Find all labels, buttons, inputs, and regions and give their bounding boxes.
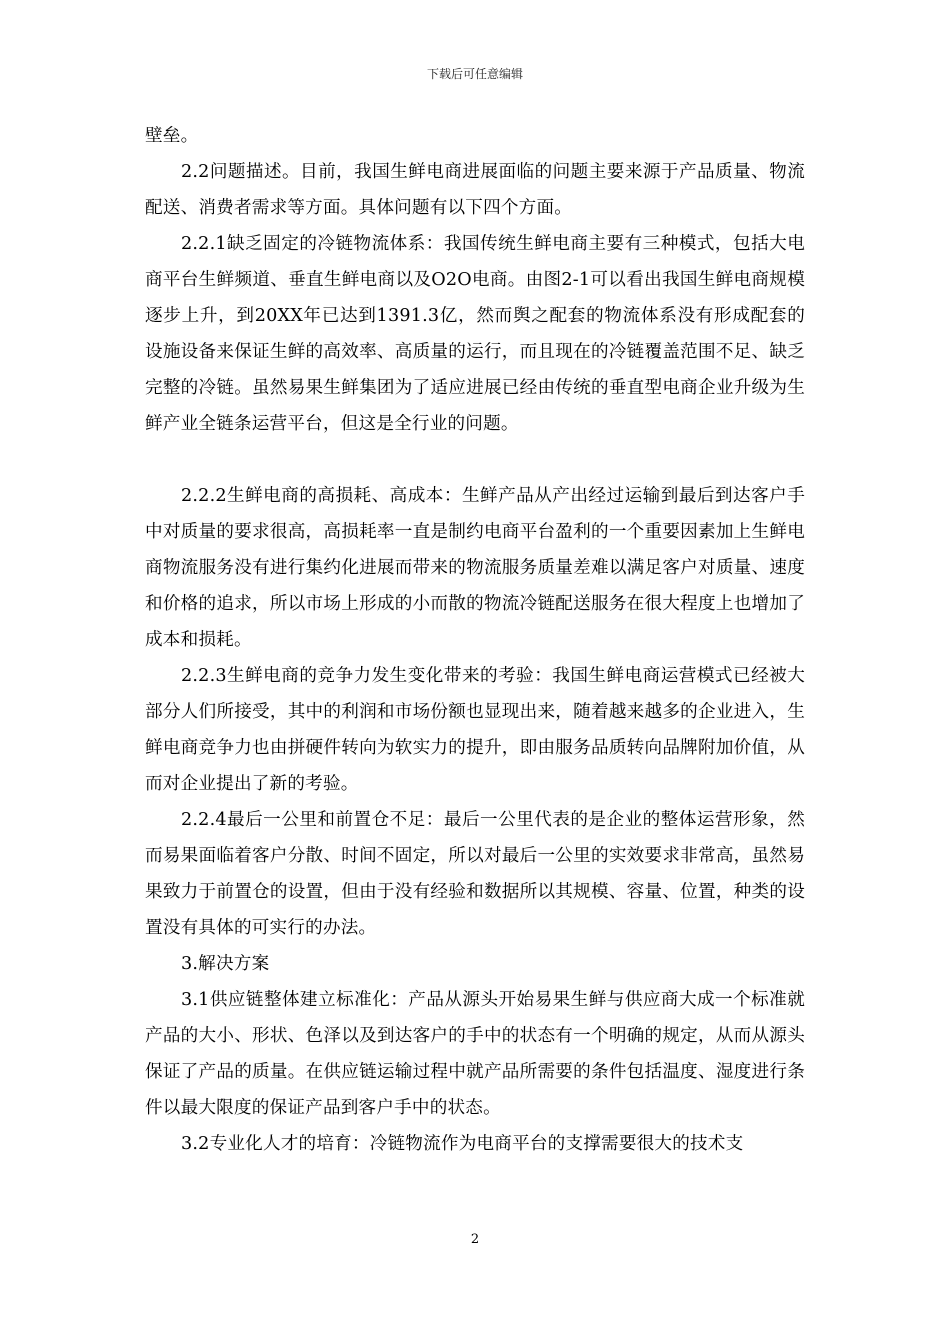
paragraph-2-2-3: 2.2.3生鲜电商的竞争力发生变化带来的考验：我国生鲜电商运营模式已经被大部分人们所接受，其中的利润和市场份额也显现出来，随着越来越多的企业进入，生鲜电商竞争力也由拼硬件转向为软实力的提升，即由服务品质转向品牌附加价值，从而对企业提出了新的考验。	[145, 666, 805, 794]
page-header: 下载后可任意编辑	[426, 67, 523, 81]
paragraph-2-2-4: 2.2.4最后一公里和前置仓不足：最后一公里代表的是企业的整体运营形象，然而易果面临着客户分散、时间不固定，所以对最后一公里的实效要求非常高，虽然易果致力于前置仓的设置，但由于没有经验和数据所以其规模、容量、位置，种类的设置没有具体的可实行的办法。	[145, 810, 805, 938]
section-heading-3: 3.解决方案	[181, 954, 270, 974]
paragraph-3-1: 3.1供应链整体建立标准化：产品从源头开始易果生鲜与供应商大成一个标准就产品的大小、形状、色泽以及到达客户的手中的状态有一个明确的规定，从而从源头保证了产品的质量。在供应链运输过程中就产品所需要的条件包括温度、湿度进行条件以最大限度的保证产品到客户手中的状态。	[145, 990, 805, 1118]
paragraph-continuation: 壁垒。	[145, 126, 199, 146]
paragraph-3-2: 3.2专业化人才的培育：冷链物流作为电商平台的支撑需要很大的技术支	[181, 1134, 744, 1154]
paragraph-2-2-2: 2.2.2生鲜电商的高损耗、高成本：生鲜产品从产出经过运输到最后到达客户手中对质量的要求很高，高损耗率一直是制约电商平台盈利的一个重要因素加上生鲜电商物流服务没有进行集约化进展而带来的物流服务质量差难以满足客户对质量、速度和价格的追求，所以市场上形成的小而散的物流冷链配送服务在很大程度上也增加了成本和损耗。	[145, 486, 805, 650]
paragraph-2-2: 2.2问题描述。目前，我国生鲜电商进展面临的问题主要来源于产品质量、物流配送、消费者需求等方面。具体问题有以下四个方面。	[145, 162, 805, 218]
page-number: 2	[470, 1232, 480, 1247]
blank-line	[145, 442, 805, 478]
paragraph-2-2-1: 2.2.1缺乏固定的冷链物流体系：我国传统生鲜电商主要有三种模式，包括大电商平台生鲜频道、垂直生鲜电商以及O2O电商。由图2-1可以看出我国生鲜电商规模逐步上升，到20XX年已达到1391.3亿，然而舆之配套的物流体系没有形成配套的设施设备来保证生鲜的高效率、高质量的运行，而且现在的冷链覆盖范围不足、缺乏完整的冷链。虽然易果生鲜集团为了适应进展已经由传统的垂直型电商企业升级为生鲜产业全链条运营平台，但这是全行业的问题。	[145, 234, 805, 434]
document-body	[145, 118, 805, 1162]
